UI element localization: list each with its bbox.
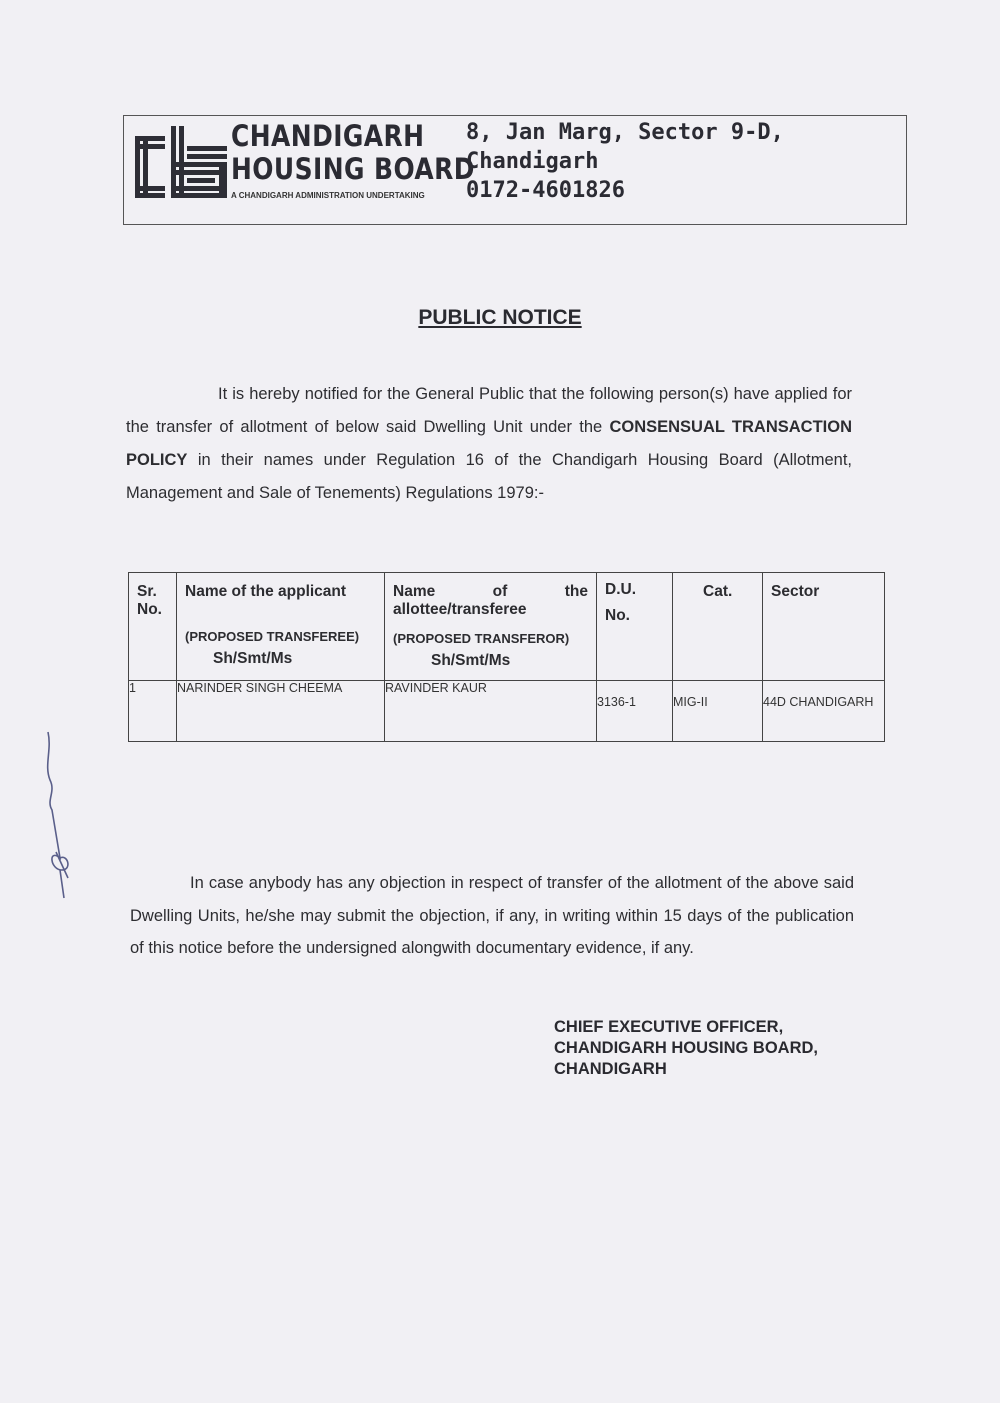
header-applicant-label: Name of the applicant <box>185 583 347 600</box>
cell-sr-no: 1 <box>129 681 177 742</box>
header-sr-no: Sr. No. <box>129 573 177 681</box>
cell-du-no: 3136-1 <box>597 681 673 742</box>
org-name <box>231 120 475 186</box>
header-applicant-salutation: Sh/Smt/Ms <box>213 650 293 667</box>
signoff-block <box>554 1017 818 1080</box>
header-sector: Sector <box>763 573 885 681</box>
intro-text-1: It is hereby notified for the General Public that the following person(s) have applied for the transfer of allotment of below said Dwelling Unit under the <box>126 385 852 436</box>
signoff-line3: CHANDIGARH <box>554 1060 667 1078</box>
cell-allottee: RAVINDER KAUR <box>385 681 597 742</box>
header-du-no: D.U. No. <box>597 573 673 681</box>
org-subtitle: A CHANDIGARH ADMINISTRATION UNDERTAKING <box>231 191 425 200</box>
org-name-line1: CHANDIGARH <box>231 119 425 153</box>
signoff-line1: CHIEF EXECUTIVE OFFICER, <box>554 1018 784 1036</box>
address-block <box>466 118 784 205</box>
chb-logo-icon <box>135 126 227 198</box>
org-name-line2: HOUSING BOARD <box>231 152 475 186</box>
policy-name: CONSENSUAL TRANSACTION POLICY <box>126 418 853 469</box>
intro-text-2: in their names under Regulation 16 of the Chandigarh Housing Board (Allotment, Management and Sale of Tenements) Regulations 1979:- <box>126 451 852 502</box>
address-line1: 8, Jan Marg, Sector 9-D, <box>466 120 784 145</box>
phone-number: 0172-4601826 <box>466 178 625 203</box>
signoff-line2: CHANDIGARH HOUSING BOARD, <box>554 1039 818 1057</box>
cell-applicant: NARINDER SINGH CHEEMA <box>177 681 385 742</box>
address-line2: Chandigarh <box>466 149 599 174</box>
transfer-table <box>128 572 885 742</box>
cell-cat: MIG-II <box>673 681 763 742</box>
header-allottee-sub: (PROPOSED TRANSFEROR) <box>393 631 570 646</box>
header-applicant-sub: (PROPOSED TRANSFEREE) <box>185 629 360 644</box>
table-header-row <box>129 573 885 681</box>
header-allottee <box>385 573 597 681</box>
header-allottee-salutation: Sh/Smt/Ms <box>431 652 511 669</box>
cell-sector: 44D CHANDIGARH <box>763 681 885 742</box>
objection-paragraph: In case anybody has any objection in respect of transfer of the allotment of the above said Dwelling Units, he/she may submit the objection, if any, in writing within 15 days of the publication of this notice before the undersigned alongwith documentary evidence, if any. <box>130 874 854 957</box>
header-allottee-label: Name of the allottee/transferee <box>393 583 588 618</box>
header-applicant <box>177 573 385 681</box>
header-cat: Cat. <box>673 573 763 681</box>
notice-title: PUBLIC NOTICE <box>418 306 582 329</box>
letterhead <box>123 115 907 225</box>
table-row <box>129 681 885 742</box>
signature-mark-icon <box>38 730 88 900</box>
intro-paragraph <box>126 378 852 510</box>
